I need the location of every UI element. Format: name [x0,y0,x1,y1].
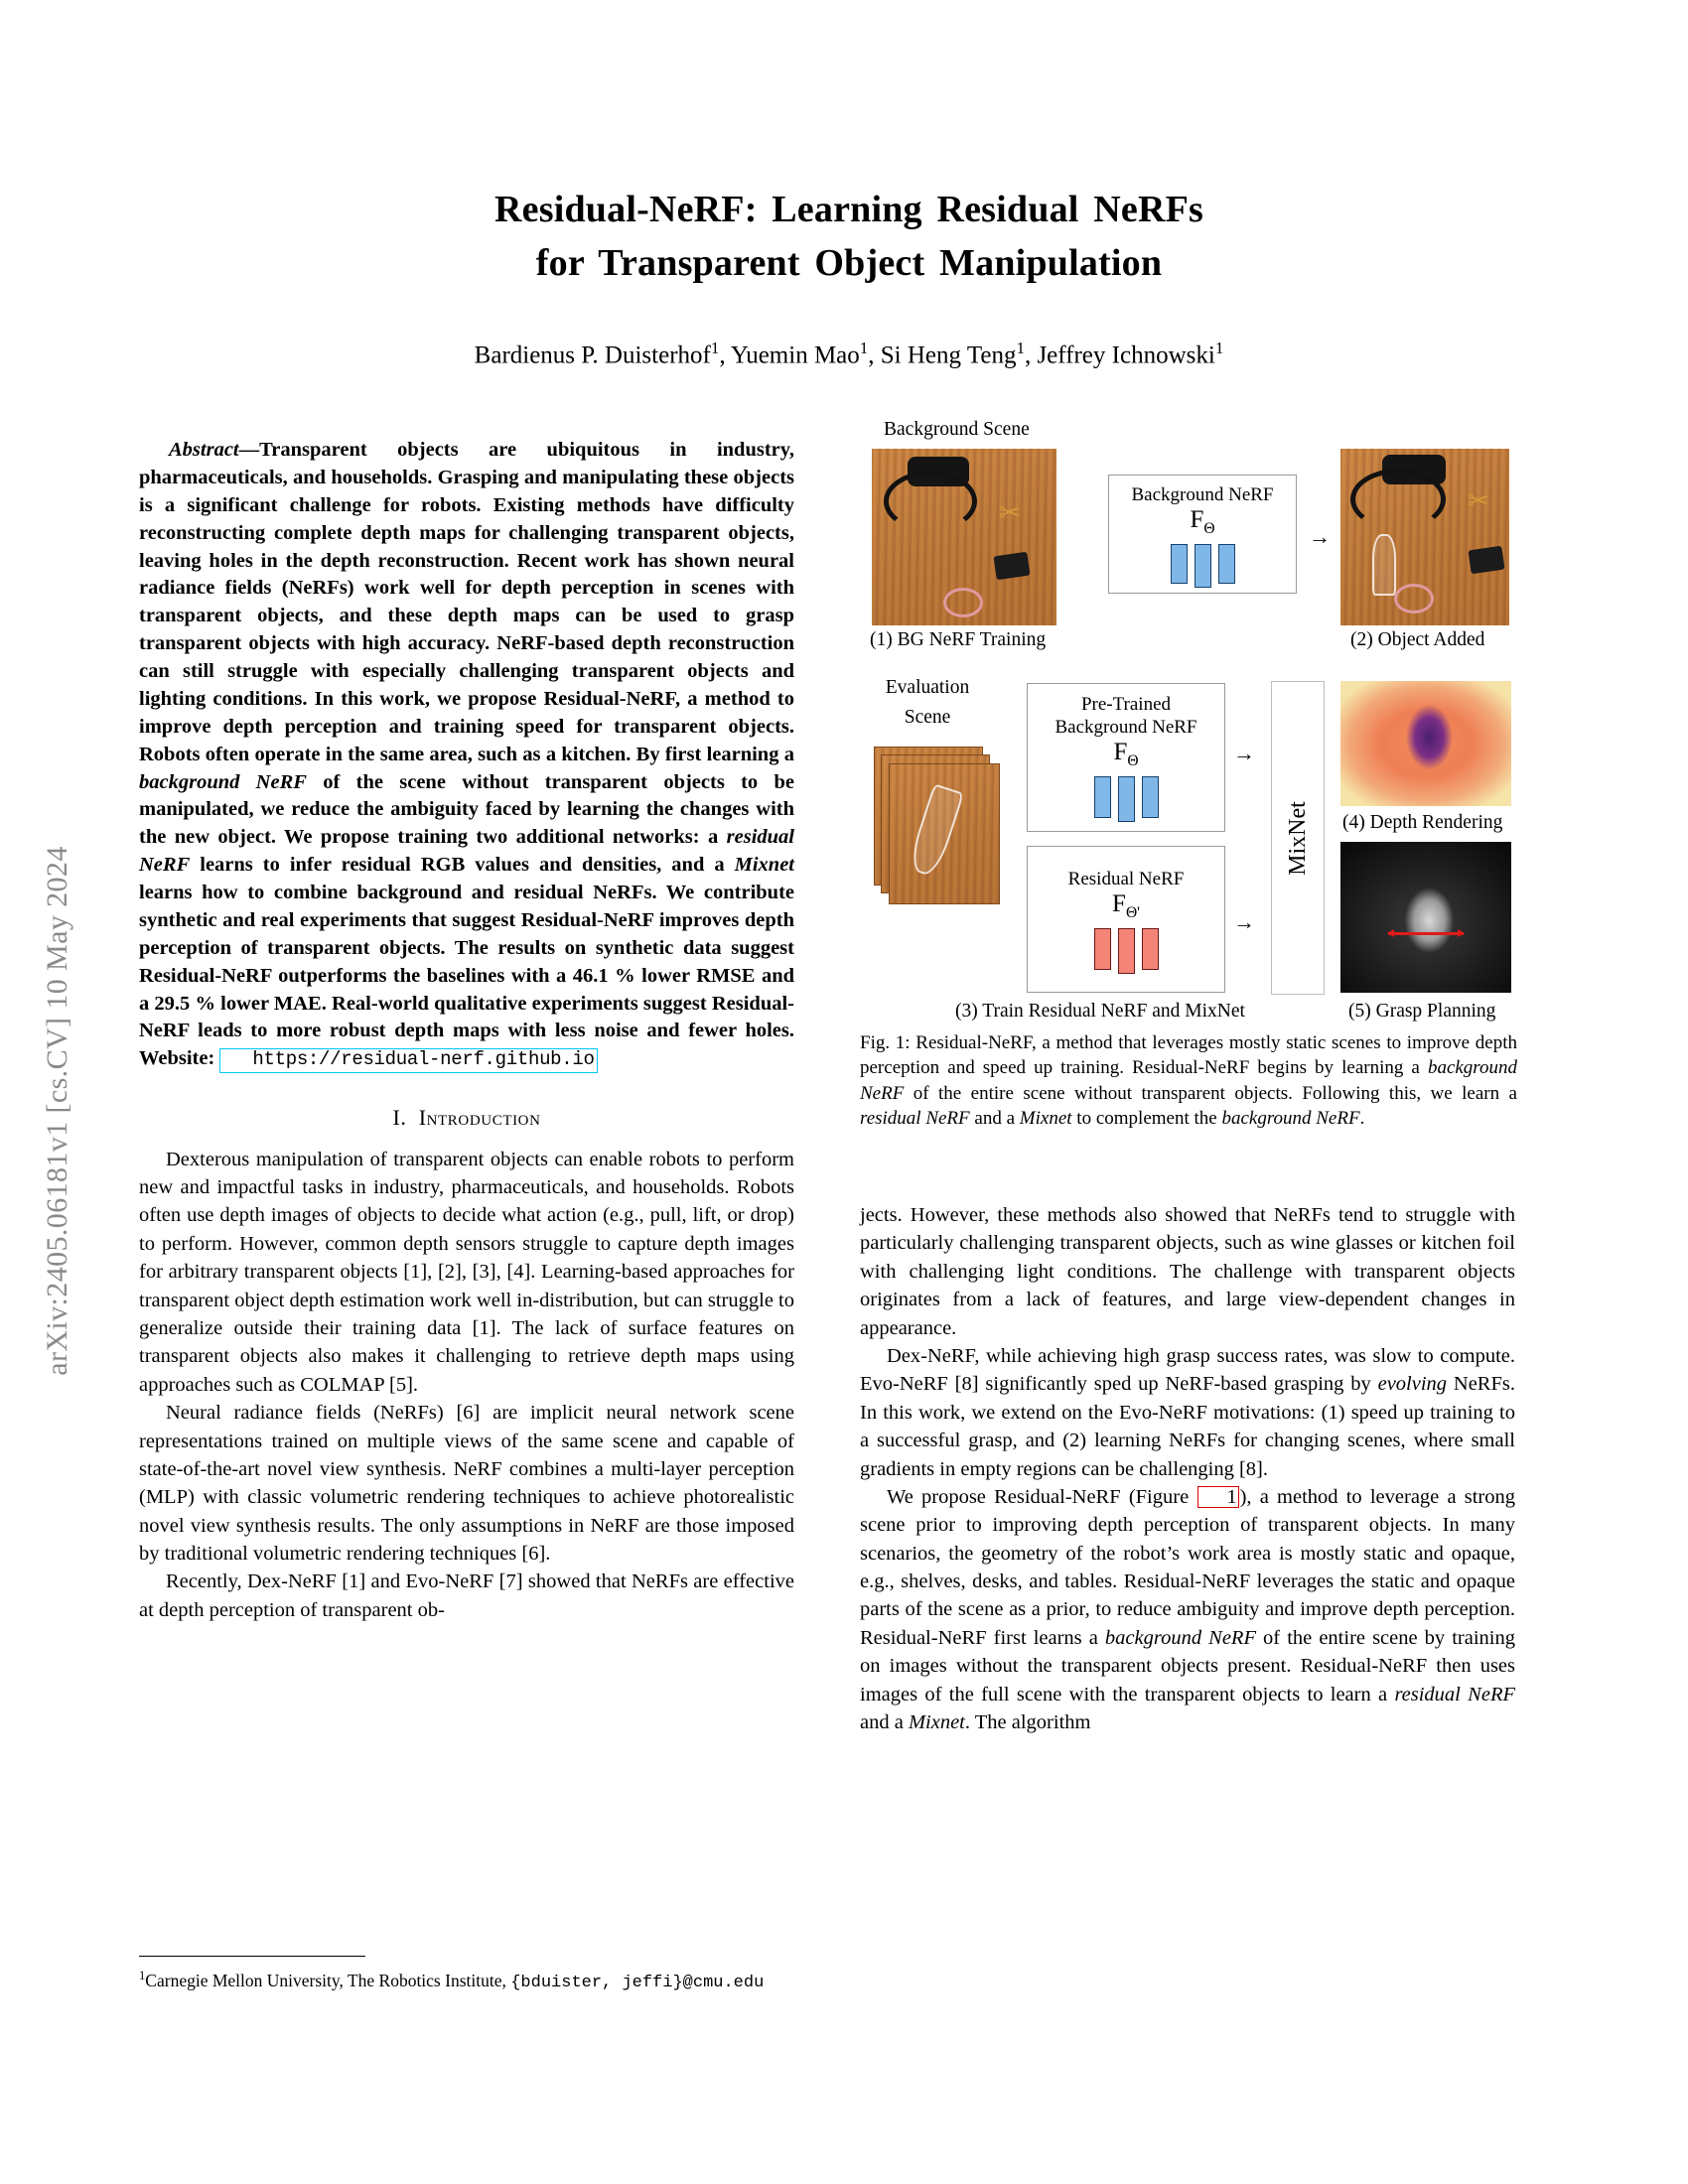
right-paragraph-2 [860,1342,1515,1483]
background-nerf-symbol: $F_\Theta$ [1190,505,1215,537]
abstract-em-mixnet: Mixnet [734,854,794,877]
intro-paragraph-3: Recently, Dex-NeRF [1] and Evo-NeRF [7] showed that NeRFs are effective at depth perception of transparent ob- [139,1570,794,1621]
figure-caption-t5: . [1359,1107,1365,1129]
nerf-layer-bar [1118,928,1135,974]
footnote-marker: 1 [139,1969,146,1983]
author-2-affiliation-marker: 1 [859,339,869,357]
figure-caption-t1: Residual-NeRF, a method that leverages mostly static scenes to improve depth perception and speed up training. Residual-NeRF begins by learning a [860,1032,1518,1079]
arrow-right-icon: → [1233,741,1255,765]
nerf-layer-bar [1094,928,1111,970]
mixnet-box [1271,681,1325,995]
author-sep-2: , [868,341,881,369]
pink-ring [943,588,983,617]
right-p2-b: NeRFs. In this work, we extend on the Evo-NeRF motivations: (1) speed up training to a successful grasp, and (2) learning NeRFs for changing scenes, where small gradients in empty regions can be challenging [8]. [860,1373,1515,1480]
figure-caption-em-residual-nerf: residual NeRF [860,1107,970,1129]
figure-label-evaluation-scene-line1: Evaluation [885,677,970,698]
bag-strap [1350,469,1446,530]
figure-1-caption [860,1030,1517,1131]
small-black-box [993,552,1030,580]
figure-label-evaluation-scene-line2: Scene [904,707,951,728]
nerf-layer-bar [1094,776,1111,818]
grasp-width-arrow [1388,932,1464,935]
transparent-fork [907,783,964,878]
abstract-text-4: learns how to combine background and residual NeRFs. We contribute synthetic and real experiments that suggest Residual-NeRF improves depth perception of transparent objects. The results on synthetic data suggest Residual-NeRF outperforms the baselines with a 46.1 % lower RMSE and a 29.5 % lower MAE. Real-world qualitative experiments suggest Residual-NeRF leads to more robust depth maps with less noise and fewer holes. Website: [139,882,794,1070]
pretrained-background-nerf-symbol: $F_\Theta$ [1113,738,1139,769]
stack-sheet-front [889,763,1000,904]
author-1-affiliation-marker: 1 [710,339,720,357]
background-nerf-box [1108,475,1297,594]
section-heading-introduction [139,1103,794,1133]
figure-caption-em-background-nerf-2: background NeRF [1221,1107,1360,1129]
project-website-link[interactable]: https://residual-nerf.github.io [219,1048,597,1072]
abstract-text-3: learns to infer residual RGB values and densities, and a [190,854,735,877]
nerf-layer-bar [1171,544,1188,584]
figure-label-background-scene: Background Scene [884,419,1030,440]
pretrained-label: Pre-Trained [1080,694,1172,715]
author-3: Si Heng Teng [880,341,1017,369]
nerf-layer-bar [1142,776,1159,818]
residual-nerf-title: Residual NeRF [1067,869,1185,889]
author-3-affiliation-marker: 1 [1016,339,1025,357]
arxiv-stamp: arXiv:2405.06181v1 [cs.CV] 10 May 2024 [41,846,73,1376]
right-p3-em-mixnet: Mixnet [908,1711,965,1734]
nerf-layer-bar [1118,776,1135,822]
footnote-content [139,1968,794,1994]
right-p3-e: . The algorithm [964,1711,1091,1734]
figure-caption-em-background-nerf: background NeRF [860,1057,1517,1104]
scissors-icon: ✂ [999,498,1021,527]
figure-caption-prefix: Fig. 1: [860,1032,911,1053]
author-sep-3: , [1024,341,1038,369]
author-4-affiliation-marker: 1 [1214,339,1224,357]
pretrained-background-nerf-title: Background NeRF [1055,716,1197,738]
right-p2-em-evolving: evolving [1377,1373,1448,1396]
right-column [860,1201,1515,1736]
abstract-text-2: of the scene without transparent objects to be manipulated, we reduce the ambiguity faced by learning the changes with the new object. We propose training two additional networks: a [139,770,794,849]
author-2: Yuemin Mao [730,341,860,369]
author-sep-1: , [719,341,731,369]
section-title: Introduction [418,1105,541,1131]
title-line-1: Residual-NeRF: Learning Residual NeRFs [494,189,1203,230]
author-1: Bardienus P. Duisterhof [474,341,711,369]
abstract-heading: Abstract [169,439,239,461]
figure-panel-4-caption: (4) Depth Rendering [1342,812,1503,833]
nerf-layer-bar [1142,928,1159,970]
page-title [189,184,1509,291]
pink-ring [1394,584,1434,614]
figure-panel-2-caption: (2) Object Added [1350,629,1485,650]
abstract-em-background-nerf: background NeRF [139,770,307,793]
abstract-text-1: Transparent objects are ubiquitous in industry, pharmaceuticals, and households. Grasping and manipulating these objects is a significant challenge for robots. Existing methods have difficulty reconstructing complete depth maps for challenging transparent objects, leaving holes in the depth reconstruction. Recent work has shown neural radiance fields (NeRFs) work well for depth perception in scenes with transparent objects, and these depth maps can be used to grasp transparent objects with high accuracy. NeRF-based depth reconstruction can still struggle with especially challenging transparent objects and lighting conditions. In this work, we propose Residual-NeRF, a method to improve depth perception and training speed for transparent objects. Robots often operate in the same area, such as a kitchen. By first learning a [139,439,794,765]
author-4: Jeffrey Ichnowski [1037,341,1215,369]
arrow-right-icon: → [1233,909,1255,934]
footnote-rule [139,1956,365,1957]
right-p3-a: We propose Residual-NeRF (Figure [887,1485,1197,1508]
pretrained-nerf-layers [1028,776,1224,822]
residual-nerf-box [1027,846,1225,993]
section-number: I. [392,1105,407,1131]
left-column [139,437,794,1624]
right-p3-em-residual-nerf: residual NeRF [1394,1683,1515,1706]
footnote [139,1956,794,1994]
depth-rendering-image [1340,681,1511,806]
abstract-em-residual-nerf: residual NeRF [139,826,794,877]
bag-strap [884,471,977,532]
right-paragraph-1: jects. However, these methods also showed that NeRFs tend to struggle with particularly challenging transparent objects, such as wine glasses or kitchen foil with challenging light conditions. The challenge with transparent objects originates from a lack of features, and large view-dependent changes in appearance. [860,1204,1515,1339]
photo-object-added [1340,449,1509,625]
right-p2-a: Dex-NeRF, while achieving high grasp success rates, was slow to compute. Evo-NeRF [8] significantly sped up NeRF-based grasping by [860,1344,1515,1396]
nerf-layer-bar [1218,544,1235,584]
residual-nerf-layers [1028,928,1224,974]
transparent-object [1372,534,1396,596]
background-nerf-layers [1109,544,1296,588]
right-p3-c: of the entire scene by training on images without the transparent objects present. Residual-NeRF then uses images of the full scene with the transparent objects to learn a [860,1626,1516,1706]
title-line-2: for Transparent Object Manipulation [535,241,1163,284]
figure-panel-1-caption: (1) BG NeRF Training [870,629,1047,650]
residual-nerf-symbol: $F_{\Theta'}$ [1112,889,1140,921]
figure-caption-t4: to complement the [1071,1107,1222,1129]
grasp-planning-image [1340,842,1511,993]
footnote-affiliation: Carnegie Mellon University, The Robotics Institute, [145,1971,511,1991]
abstract-dash: — [238,439,260,461]
figure-1 [860,419,1515,1022]
figure-panel-3-caption: (3) Train Residual NeRF and MixNet [955,1001,1245,1022]
small-black-box [1468,546,1504,574]
right-paragraph-3 [860,1483,1515,1737]
mixnet-label: MixNet [1284,800,1311,876]
author-list [189,338,1509,372]
arrow-right-icon: → [1309,524,1331,549]
nerf-layer-bar [1195,544,1211,588]
right-p3-em-background-nerf: background NeRF [1104,1626,1256,1649]
scissors-icon: ✂ [1468,486,1489,515]
figure-caption-t3: and a [969,1107,1020,1129]
figure-caption-em-mixnet: Mixnet [1019,1107,1072,1129]
abstract [139,437,794,1073]
right-p3-b: ), a method to leverage a strong scene prior to improving depth perception of transparent objects. In many scenarios, the geometry of the robot’s work area is mostly static and opaque, e.g., shelves, desks, and tables. Residual-NeRF leverages the static and opaque parts of the scene as a prior, to reduce ambiguity and improve depth perception. Residual-NeRF first learns a [860,1485,1515,1649]
figure-reference-link[interactable]: 1 [1197,1486,1238,1509]
right-p3-d: and a [860,1711,909,1734]
figure-caption-t2: of the entire scene without transparent objects. Following this, we learn a [904,1082,1517,1104]
evaluation-scene-image-stack [874,747,1001,905]
intro-paragraph-2: Neural radiance fields (NeRFs) [6] are implicit neural network scene representations trained on multiple views of the same scene and capable of state-of-the-art novel view synthesis. NeRF combines a multi-layer perception (MLP) with classic volumetric rendering techniques to achieve photorealistic novel view synthesis results. The only assumptions in NeRF are those imposed by traditional volumetric rendering techniques [6]. [139,1402,794,1566]
background-nerf-title: Background NeRF [1131,484,1274,505]
footnote-emails[interactable]: {bduister, jeffi}@cmu.edu [510,1974,765,1993]
photo-background-scene [872,449,1056,625]
pretrained-background-nerf-box [1027,683,1225,832]
figure-panel-5-caption: (5) Grasp Planning [1348,1001,1496,1022]
intro-paragraph-1: Dexterous manipulation of transparent objects can enable robots to perform new and impactful tasks in industry, pharmaceuticals, and households. Robots often use depth images of objects to decide what action (e.g., pull, lift, or drop) to perform. However, common depth sensors struggle to capture depth images for arbitrary transparent objects [1], [2], [3], [4]. Learning-based approaches for transparent object depth estimation work well in-distribution, but can struggle to generalize outside their training data [1]. The lack of surface features on transparent objects also makes it challenging to retrieve depth maps using approaches such as COLMAP [5]. [139,1148,794,1396]
